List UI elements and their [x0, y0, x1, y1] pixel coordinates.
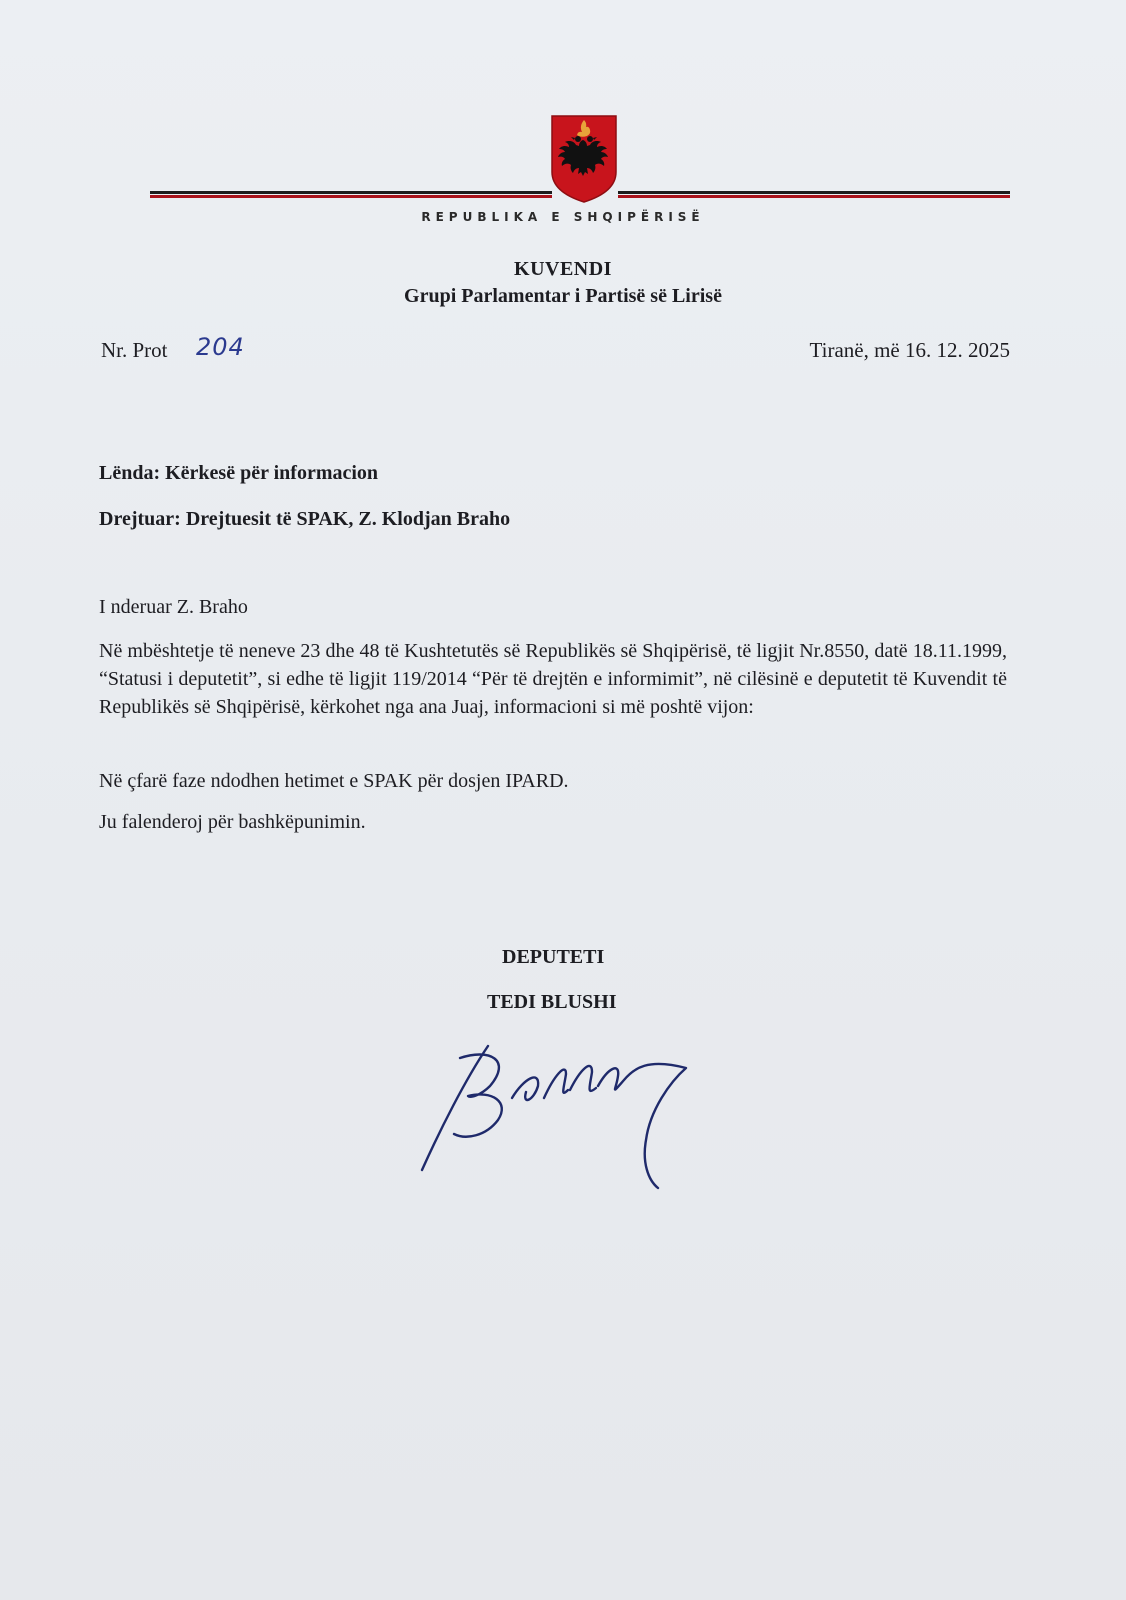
group-heading: Grupi Parlamentar i Partisë së Lirisë	[404, 285, 722, 307]
republic-heading: REPUBLIKA E SHQIPËRISË	[421, 210, 705, 224]
protocol-number-handwritten: 204	[196, 333, 245, 361]
request-question: Në çfarë faze ndodhen hetimet e SPAK për dosjen IPARD.	[99, 770, 569, 792]
signatory-title: DEPUTETI	[502, 946, 605, 968]
handwritten-signature	[420, 1040, 720, 1190]
coat-of-arms-icon	[550, 114, 618, 204]
subject-line: Lënda: Kërkesë për informacion	[99, 462, 379, 484]
letterhead-rule-left	[150, 191, 552, 198]
addressee-line: Drejtuar: Drejtuesit të SPAK, Z. Klodjan Braho	[99, 508, 511, 530]
place-date: Tiranë, më 16. 12. 2025	[809, 338, 1010, 362]
institution-heading: KUVENDI	[514, 258, 612, 280]
salutation: I nderuar Z. Braho	[99, 596, 248, 618]
closing-line: Ju falenderoj për bashkëpunimin.	[99, 811, 366, 833]
letterhead-rule-right	[618, 191, 1010, 198]
signatory-name: TEDI BLUSHI	[487, 991, 617, 1013]
protocol-label: Nr. Prot	[101, 338, 168, 362]
body-paragraph: Në mbështetje të neneve 23 dhe 48 të Kushtetutës së Republikës së Shqipërisë, të ligjit Nr.8550, datë 18.11.1999, “Statusi i deputetit”, si edhe të ligjit 119/2014 “Për të drejtën e informimit”, në cilësinë e deputetit të Kuvendit të Republikës së Shqipërisë, kërkohet nga ana Juaj, informacioni si më poshtë vijon:	[99, 640, 1007, 718]
